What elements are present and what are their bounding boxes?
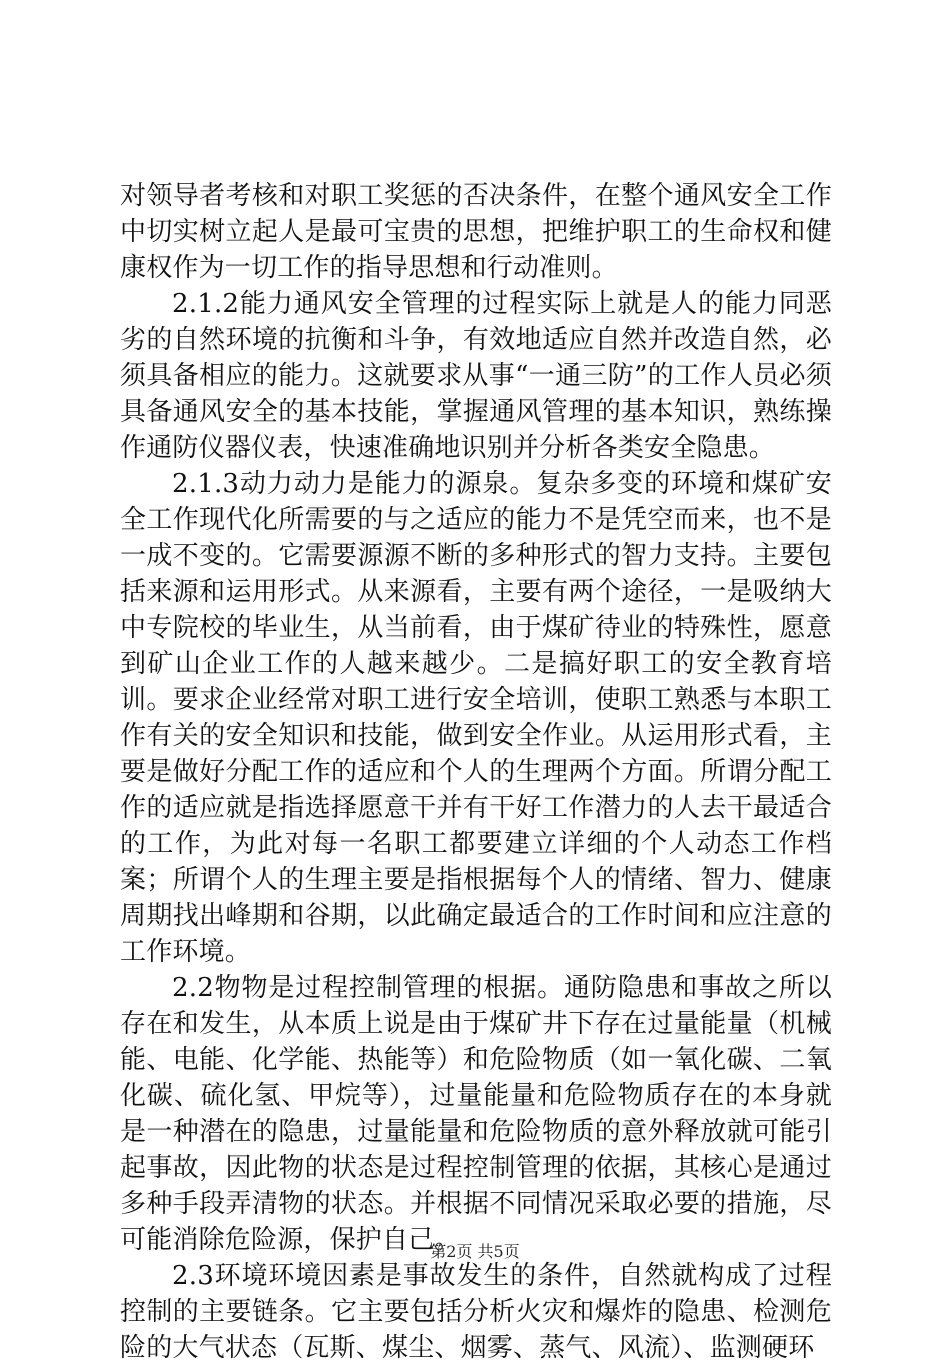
paragraph-2-1-3: 2.1.3动力动力是能力的源泉。复杂多变的环境和煤矿安全工作现代化所需要的与之适应的能力不是凭空而来，也不是一成不变的。它需要源源不断的多种形式的智力支持。主要包括来源和运用形式。从来源看，主要有两个途径，一是吸纳大中专院校的毕业生，从当前看，由于煤矿待业的特殊性，愿意到矿山企业工作的人越来越少。二是搞好职工的安全教育培训。要求企业经常对职工进行安全培训，使职工熟悉与本职工作有关的安全知识和技能，做到安全作业。从运用形式看，主要是做好分配工作的适应和个人的生理两个方面。所谓分配工作的适应就是指选择愿意干并有干好工作潜力的人去干最适合的工作，为此对每一名职工都要建立详细的个人动态工作档案；所谓个人的生理主要是指根据每个人的情绪、智力、健康周期找出峰期和谷期，以此确定最适合的工作时间和应注意的工作环境。 <box>120 469 832 967</box>
paragraph-2-1-2: 2.1.2能力通风安全管理的过程实际上就是人的能力同恶劣的自然环境的抗衡和斗争，有效地适应自然并改造自然，必须具备相应的能力。这就要求从事“一通三防”的工作人员必须具备通风安全的基本技能，掌握通风管理的基本知识，熟练操作通防仪器仪表，快速准确地识别并分析各类安全隐患。 <box>120 289 832 463</box>
document-body <box>120 178 832 1366</box>
paragraph-2-2: 2.2物物是过程控制管理的根据。通防隐患和事故之所以存在和发生，从本质上说是由于煤矿井下存在过量能量（机械能、电能、化学能、热能等）和危险物质（如一氧化碳、二氧化碳、硫化氢、甲烷等），过量能量和危险物质存在的本身就是一种潜在的隐患，过量能量和危险物质的意外释放就可能引起事故，因此物的状态是过程控制管理的依据，其核心是通过多种手段弄清物的状态。并根据不同情况采取必要的措施，尽可能消除危险源，保护自己。 <box>120 973 832 1255</box>
paragraph-1: 对领导者考核和对职工奖惩的否决条件，在整个通风安全工作中切实树立起人是最可宝贵的思想，把维护职工的生命权和健康权作为一切工作的指导思想和行动准则。 <box>120 181 832 283</box>
paragraph-2-3: 2.3环境环境因素是事故发生的条件，自然就构成了过程控制的主要链条。它主要包括分析火灾和爆炸的隐患、检测危险的大气状态（瓦斯、煤尘、烟雾、蒸气、风流）、监测硬环 <box>120 1261 832 1363</box>
page-footer: 第2页 共5页 <box>430 1242 520 1261</box>
